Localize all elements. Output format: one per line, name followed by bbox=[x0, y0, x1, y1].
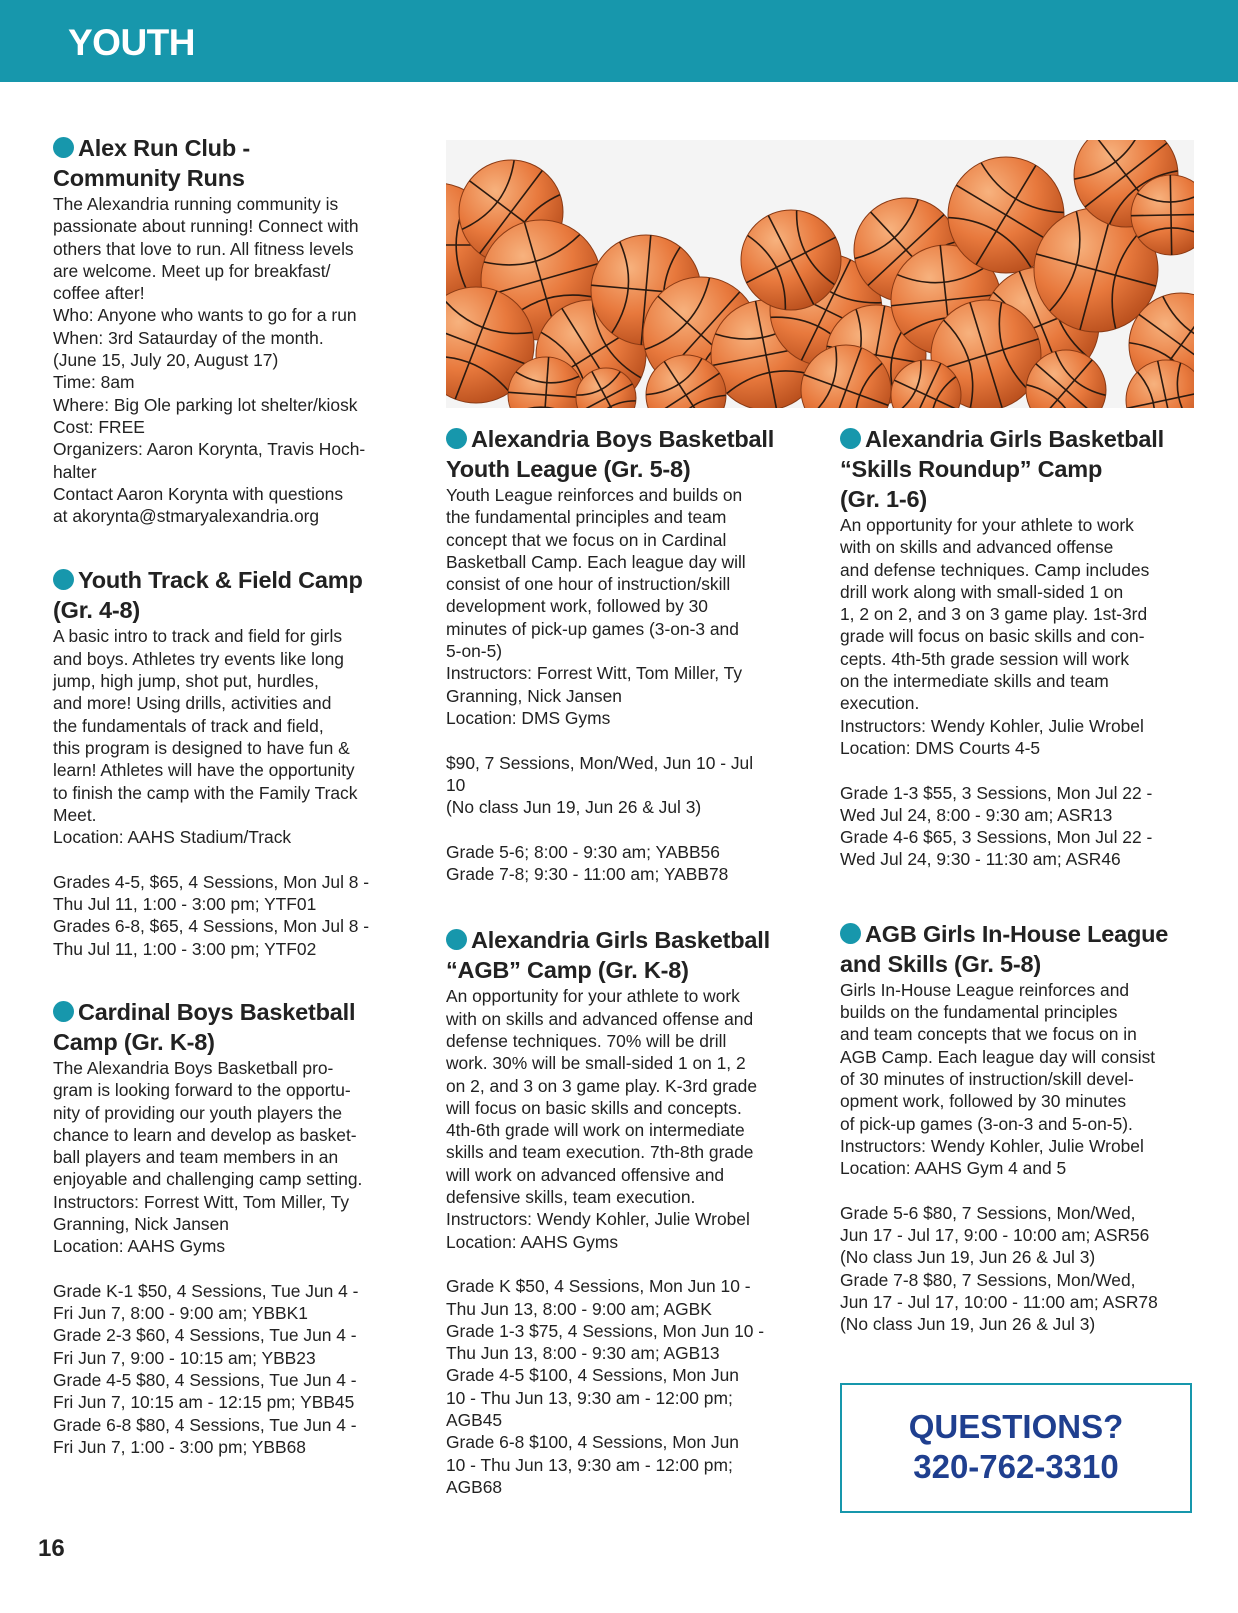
body-line: Instructors: Forrest Witt, Tom Miller, Ty bbox=[446, 663, 743, 684]
section-title bbox=[840, 424, 1202, 514]
basketballs-photo bbox=[446, 140, 1194, 408]
body-line: and team concepts that we focus on in bbox=[840, 1024, 1137, 1045]
section-title bbox=[53, 997, 415, 1057]
blank-line bbox=[840, 759, 1202, 781]
section-agb-camp bbox=[446, 925, 808, 1498]
body-line: Thu Jul 11, 1:00 - 3:00 pm; YTF01 bbox=[53, 894, 317, 915]
body-line: Granning, Nick Jansen bbox=[53, 1213, 229, 1234]
body-line: Location: AAHS Gyms bbox=[446, 1231, 619, 1252]
column-left bbox=[53, 133, 415, 1458]
body-line: Thu Jun 13, 8:00 - 9:00 am; AGBK bbox=[446, 1298, 712, 1319]
body-line: this program is designed to have fun & bbox=[53, 737, 350, 758]
section-title-line: Alexandria Boys Basketball bbox=[471, 426, 775, 452]
body-line: Wed Jul 24, 9:30 - 11:30 am; ASR46 bbox=[840, 849, 1121, 870]
body-line: Grade 4-6 $65, 3 Sessions, Mon Jul 22 - bbox=[840, 827, 1153, 848]
section-skills-roundup bbox=[840, 424, 1202, 871]
body-line: others that love to run. All fitness levels bbox=[53, 238, 354, 259]
section-title-line: and Skills (Gr. 5-8) bbox=[840, 950, 1042, 977]
blank-line bbox=[53, 1258, 415, 1280]
body-line: Grade 7-8; 9:30 - 11:00 am; YABB78 bbox=[446, 864, 729, 885]
body-line: builds on the fundamental principles bbox=[840, 1002, 1118, 1023]
body-line: Girls In-House League reinforces and bbox=[840, 979, 1130, 1000]
body-line: at akorynta@stmaryalexandria.org bbox=[53, 506, 320, 527]
section-title-line: Alexandria Girls Basketball bbox=[865, 426, 1164, 452]
body-line: execution. bbox=[840, 693, 920, 714]
body-line: Thu Jun 13, 8:00 - 9:30 am; AGB13 bbox=[446, 1343, 720, 1364]
page-number: 16 bbox=[38, 1535, 65, 1562]
section-title-line: Alexandria Girls Basketball bbox=[471, 927, 770, 954]
body-line: A basic intro to track and field for girls bbox=[53, 626, 343, 647]
body-line: (June 15, July 20, August 17) bbox=[53, 350, 279, 371]
body-line: on 2, and 3 on 3 game play. K-3rd grade bbox=[446, 1075, 757, 1096]
basketballs-icon bbox=[446, 140, 1194, 408]
body-line: AGB68 bbox=[446, 1476, 503, 1497]
body-line: jump, high jump, shot put, hurdles, bbox=[53, 671, 319, 692]
body-line: Grade 2-3 $60, 4 Sessions, Tue Jun 4 - bbox=[53, 1325, 357, 1346]
section-title bbox=[53, 133, 415, 193]
body-line: minutes of pick-up games (3-on-3 and bbox=[446, 618, 739, 639]
body-line: Grade 4-5 $80, 4 Sessions, Tue Jun 4 - bbox=[53, 1370, 357, 1391]
body-line: Grade 6-8 $80, 4 Sessions, Tue Jun 4 - bbox=[53, 1414, 357, 1435]
blank-line bbox=[840, 1179, 1202, 1201]
body-line: Meet. bbox=[53, 804, 97, 825]
body-line: Jun 17 - Jul 17, 10:00 - 11:00 am; ASR78 bbox=[840, 1291, 1158, 1312]
body-line: nity of providing our youth players the bbox=[53, 1102, 343, 1123]
header-bar bbox=[0, 0, 1238, 82]
section-title-line: (Gr. 4-8) bbox=[53, 597, 141, 624]
body-line: halter bbox=[53, 461, 97, 482]
basketball-icon bbox=[741, 210, 841, 310]
body-line: and defense techniques. Camp includes bbox=[840, 559, 1150, 580]
body-line: (No class Jun 19, Jun 26 & Jul 3) bbox=[446, 797, 702, 818]
body-line: Thu Jul 11, 1:00 - 3:00 pm; YTF02 bbox=[53, 938, 317, 959]
body-line: development work, followed by 30 bbox=[446, 596, 708, 617]
body-line: Grade 1-3 $75, 4 Sessions, Mon Jun 10 - bbox=[446, 1320, 765, 1341]
body-line: The Alexandria Boys Basketball pro- bbox=[53, 1057, 334, 1078]
section-title-line: Camp (Gr. K-8) bbox=[53, 1028, 215, 1055]
body-line: enjoyable and challenging camp setting. bbox=[53, 1169, 363, 1190]
body-line: Grades 6-8, $65, 4 Sessions, Mon Jul 8 - bbox=[53, 916, 370, 937]
body-line: of 30 minutes of instruction/skill devel- bbox=[840, 1068, 1134, 1089]
blank-line bbox=[446, 729, 808, 751]
body-line: Granning, Nick Jansen bbox=[446, 685, 622, 706]
body-line: of pick-up games (3-on-3 and 5-on-5). bbox=[840, 1113, 1133, 1134]
bullet-dot-icon bbox=[446, 428, 467, 449]
body-line: chance to learn and develop as basket- bbox=[53, 1124, 357, 1145]
body-line: Grade K-1 $50, 4 Sessions, Tue Jun 4 - bbox=[53, 1280, 359, 1301]
section-title bbox=[840, 919, 1202, 979]
section-title-line: AGB Girls In-House League bbox=[865, 920, 1169, 947]
body-line: Where: Big Ole parking lot shelter/kiosk bbox=[53, 394, 358, 415]
blank-line bbox=[53, 848, 415, 870]
body-line: 10 - Thu Jun 13, 9:30 am - 12:00 pm; bbox=[446, 1387, 733, 1408]
body-line: consist of one hour of instruction/skill bbox=[446, 574, 731, 595]
body-line: defense techniques. 70% will be drill bbox=[446, 1030, 727, 1051]
body-line: opment work, followed by 30 minutes bbox=[840, 1091, 1127, 1112]
body-line: will focus on basic skills and concepts. bbox=[446, 1097, 742, 1118]
body-line: Grade 5-6; 8:00 - 9:30 am; YABB56 bbox=[446, 841, 720, 862]
body-line: skills and team execution. 7th-8th grade bbox=[446, 1142, 754, 1163]
body-line: concept that we focus on in Cardinal bbox=[446, 529, 727, 550]
body-line: Basketball Camp. Each league day will bbox=[446, 551, 746, 572]
body-line: (No class Jun 19, Jun 26 & Jul 3) bbox=[840, 1314, 1096, 1335]
questions-phone: 320-762-3310 bbox=[913, 1448, 1119, 1485]
column-right bbox=[840, 424, 1202, 1336]
body-line: Grades 4-5, $65, 4 Sessions, Mon Jul 8 - bbox=[53, 871, 370, 892]
body-line: are welcome. Meet up for breakfast/ bbox=[53, 260, 331, 281]
body-line: Grade 6-8 $100, 4 Sessions, Mon Jun bbox=[446, 1432, 739, 1453]
bullet-dot-icon bbox=[53, 1001, 74, 1022]
body-line: Contact Aaron Korynta with questions bbox=[53, 483, 344, 504]
blank-line bbox=[446, 1253, 808, 1275]
body-line: the fundamental principles and team bbox=[446, 507, 727, 528]
body-line: Location: DMS Gyms bbox=[446, 707, 611, 728]
page-title: YOUTH bbox=[68, 22, 195, 63]
body-line: An opportunity for your athlete to work bbox=[446, 986, 740, 1007]
section-title-line: Youth Track & Field Camp bbox=[78, 567, 363, 594]
body-line: on the intermediate skills and team bbox=[840, 671, 1109, 692]
body-line: ball players and team members in an bbox=[53, 1147, 339, 1168]
body-line: Fri Jun 7, 8:00 - 9:00 am; YBBK1 bbox=[53, 1303, 308, 1324]
body-line: work. 30% will be small-sided 1 on 1, 2 bbox=[446, 1053, 746, 1074]
body-line: Cost: FREE bbox=[53, 416, 145, 437]
body-line: Location: AAHS Gyms bbox=[53, 1236, 226, 1257]
body-line: Instructors: Forrest Witt, Tom Miller, Ty bbox=[53, 1191, 350, 1212]
body-line: grade will focus on basic skills and con- bbox=[840, 626, 1145, 647]
column-middle bbox=[446, 424, 808, 1498]
body-line: Fri Jun 7, 10:15 am - 12:15 pm; YBB45 bbox=[53, 1392, 355, 1413]
body-line: Fri Jun 7, 1:00 - 3:00 pm; YBB68 bbox=[53, 1436, 306, 1457]
body-line: passionate about running! Connect with bbox=[53, 216, 359, 237]
body-line: Location: AAHS Gym 4 and 5 bbox=[840, 1158, 1067, 1179]
questions-label: QUESTIONS? bbox=[908, 1408, 1124, 1445]
section-run-club bbox=[53, 133, 415, 527]
section-title-line: Youth League (Gr. 5-8) bbox=[446, 456, 691, 482]
body-line: to finish the camp with the Family Track bbox=[53, 782, 358, 803]
body-line: Grade K $50, 4 Sessions, Mon Jun 10 - bbox=[446, 1276, 751, 1297]
section-track-field bbox=[53, 565, 415, 959]
body-line: Time: 8am bbox=[53, 372, 135, 393]
bullet-dot-icon bbox=[446, 929, 467, 950]
bullet-dot-icon bbox=[53, 137, 74, 158]
body-line: The Alexandria running community is bbox=[53, 194, 339, 214]
body-line: (No class Jun 19, Jun 26 & Jul 3) bbox=[840, 1247, 1096, 1268]
body-line: An opportunity for your athlete to work bbox=[840, 515, 1134, 535]
body-line: Organizers: Aaron Korynta, Travis Hoch- bbox=[53, 439, 366, 460]
body-line: Location: DMS Courts 4-5 bbox=[840, 737, 1041, 758]
body-line: drill work along with small-sided 1 on bbox=[840, 581, 1124, 602]
body-line: cepts. 4th-5th grade session will work bbox=[840, 648, 1130, 669]
body-line: 5-on-5) bbox=[446, 641, 503, 662]
body-line: AGB Camp. Each league day will consist bbox=[840, 1046, 1156, 1067]
body-line: 10 bbox=[446, 774, 466, 795]
section-boys-league bbox=[446, 424, 808, 885]
section-cardinal-basketball bbox=[53, 997, 415, 1458]
bullet-dot-icon bbox=[840, 923, 861, 944]
body-line: Youth League reinforces and builds on bbox=[446, 485, 743, 505]
body-line: coffee after! bbox=[53, 283, 145, 304]
body-line: Location: AAHS Stadium/Track bbox=[53, 827, 292, 848]
blank-line bbox=[446, 818, 808, 840]
section-title-line: Cardinal Boys Basketball bbox=[78, 998, 356, 1025]
section-title-line: Community Runs bbox=[53, 165, 245, 191]
questions-box bbox=[840, 1383, 1192, 1513]
body-line: Instructors: Wendy Kohler, Julie Wrobel bbox=[446, 1209, 750, 1230]
section-title-line: “Skills Roundup” Camp bbox=[840, 456, 1103, 482]
body-line: $90, 7 Sessions, Mon/Wed, Jun 10 - Jul bbox=[446, 752, 754, 773]
body-line: and more! Using drills, activities and bbox=[53, 693, 332, 714]
bullet-dot-icon bbox=[840, 428, 861, 449]
body-line: AGB45 bbox=[446, 1409, 503, 1430]
body-line: When: 3rd Sataurday of the month. bbox=[53, 327, 324, 348]
body-line: Fri Jun 7, 9:00 - 10:15 am; YBB23 bbox=[53, 1347, 316, 1368]
body-line: Instructors: Wendy Kohler, Julie Wrobel bbox=[840, 1135, 1144, 1156]
body-line: Wed Jul 24, 8:00 - 9:30 am; ASR13 bbox=[840, 804, 1113, 825]
body-line: and boys. Athletes try events like long bbox=[53, 648, 344, 669]
section-title-line: “AGB” Camp (Gr. K-8) bbox=[446, 957, 689, 984]
bullet-dot-icon bbox=[53, 569, 74, 590]
section-title bbox=[53, 565, 415, 625]
body-line: with on skills and advanced offense and bbox=[446, 1008, 754, 1029]
section-title bbox=[446, 925, 808, 985]
body-line: Grade 1-3 $55, 3 Sessions, Mon Jul 22 - bbox=[840, 782, 1153, 803]
section-title-line: Alex Run Club - bbox=[78, 135, 250, 161]
section-title-line: (Gr. 1-6) bbox=[840, 486, 928, 512]
body-line: gram is looking forward to the opportu- bbox=[53, 1080, 351, 1101]
body-line: Jun 17 - Jul 17, 9:00 - 10:00 am; ASR56 bbox=[840, 1225, 1150, 1246]
body-line: Grade 7-8 $80, 7 Sessions, Mon/Wed, bbox=[840, 1269, 1136, 1290]
body-line: defensive skills, team execution. bbox=[446, 1187, 696, 1208]
body-line: 1, 2 on 2, and 3 on 3 game play. 1st-3rd bbox=[840, 604, 1148, 625]
body-line: Grade 5-6 $80, 7 Sessions, Mon/Wed, bbox=[840, 1202, 1136, 1223]
body-line: learn! Athletes will have the opportunity bbox=[53, 760, 355, 781]
body-line: the fundamentals of track and field, bbox=[53, 715, 324, 736]
body-line: Instructors: Wendy Kohler, Julie Wrobel bbox=[840, 715, 1144, 736]
body-line: 10 - Thu Jun 13, 9:30 am - 12:00 pm; bbox=[446, 1454, 733, 1475]
body-line: Who: Anyone who wants to go for a run bbox=[53, 305, 357, 326]
body-line: Grade 4-5 $100, 4 Sessions, Mon Jun bbox=[446, 1365, 739, 1386]
section-agb-league bbox=[840, 919, 1202, 1336]
section-title bbox=[446, 424, 808, 484]
body-line: 4th-6th grade will work on intermediate bbox=[446, 1120, 745, 1141]
body-line: will work on advanced offensive and bbox=[446, 1164, 725, 1185]
body-line: with on skills and advanced offense bbox=[840, 537, 1114, 558]
